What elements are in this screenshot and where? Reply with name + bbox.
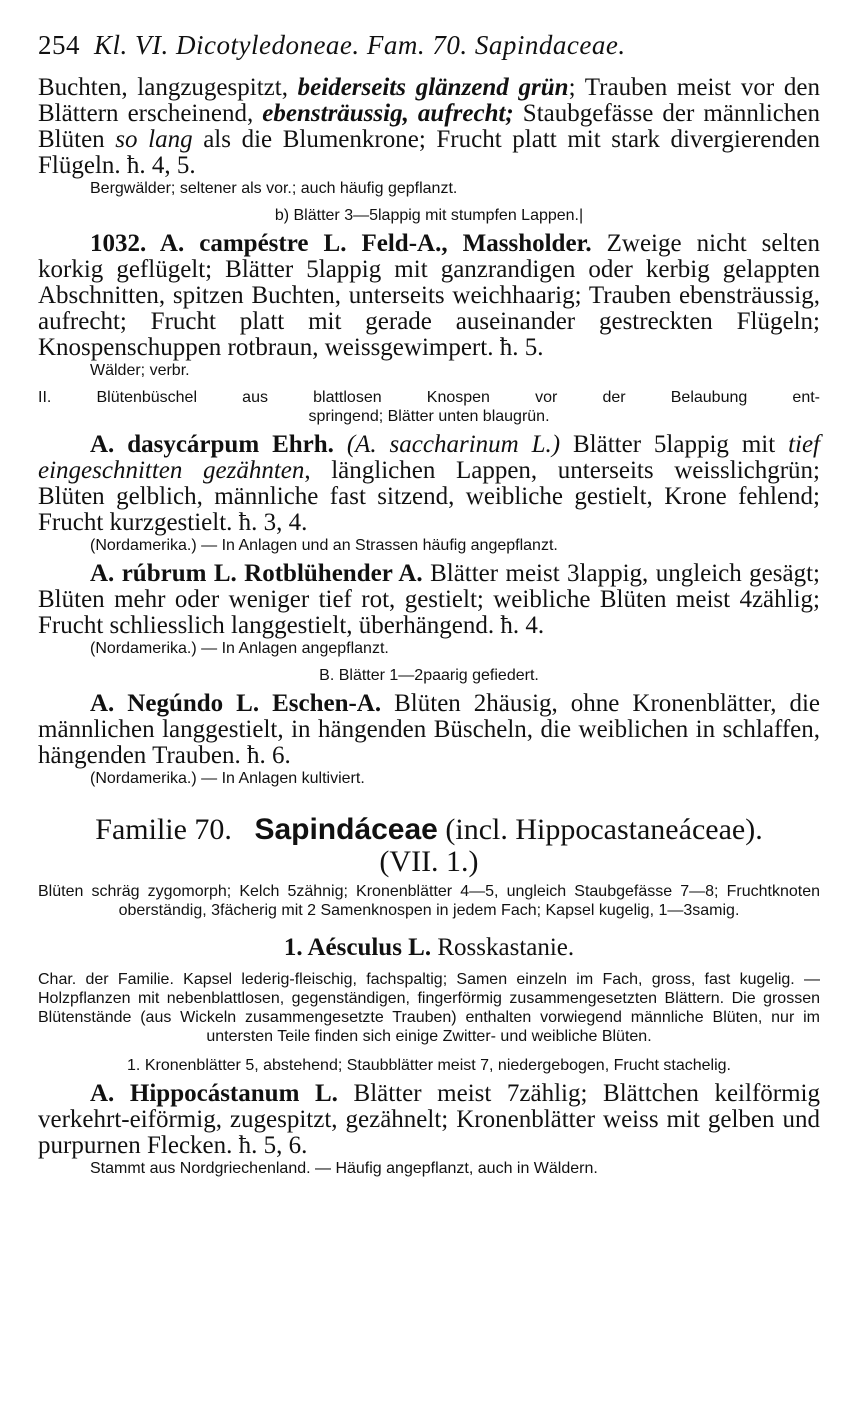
genus-name: 1. Aésculus L. xyxy=(283,934,432,961)
running-header xyxy=(38,30,820,61)
page-number: 254 xyxy=(38,30,80,60)
species-description: Zweige nicht selten korkig geflügelt; Blätter 5lappig mit ganzrandigen oder kerbig gelappten Abschnitten, spitzen Buchten, unterseits weichhaarig; Trauben ebensträussig, aufrecht; Frucht platt mit gerade auseinander gestreckten Flügeln; Knospenschuppen rotbraun, weissgewimpert. ħ. 5. xyxy=(38,230,820,361)
text-run: Buchten, langzugespitzt, xyxy=(38,74,298,101)
species-title: A. Negúndo L. Eschen-A. xyxy=(90,690,382,717)
species-dasycarpum xyxy=(38,432,820,536)
genus-heading xyxy=(38,934,820,962)
family-name: Sapindáceae xyxy=(254,813,438,846)
key-entry-II: II. Blütenbüschel aus blattlosen Knospen vor der Belaubung ent- xyxy=(38,389,820,406)
emphasis-text: so lang xyxy=(115,126,193,153)
key-entry-II-cont: springend; Blätter unten blaugrün. xyxy=(308,408,550,425)
family-suffix: (incl. Hippocastaneáceae). xyxy=(437,813,763,846)
habitat-note: (Nordamerika.) — In Anlagen angepflanzt. xyxy=(90,640,389,657)
habitat-note: Wälder; verbr. xyxy=(90,362,190,379)
paragraph-continuation xyxy=(38,75,820,179)
habitat-note: (Nordamerika.) — In Anlagen kultiviert. xyxy=(90,770,365,787)
species-campestre xyxy=(38,231,820,361)
key-entry-b: b) Blätter 3—5lappig mit stumpfen Lappen.| xyxy=(274,207,584,224)
emphasis-text: tief eingeschnitten gezähnten xyxy=(38,431,820,484)
text-run: ; Trauben meist vor den Blättern erscheinend, xyxy=(38,74,820,127)
species-hippocastanum xyxy=(38,1081,820,1159)
species-description: Blätter meist 7zählig; Blättchen keilförmig verkehrt-eiförmig, zugespitzt, gezähnelt; Kronenblätter weiss mit gelben und purpurnen Flecken. ħ. 5, 6. xyxy=(38,1080,820,1159)
genus-character: Char. der Familie. Kapsel lederig-fleischig, fachspaltig; Samen einzeln im Fach, gross, fast kugelig. — Holzpflanzen mit nebenblattlosen, gegenständigen, fingerförmig zusammengesetzten Blättern. Die grossen Blütenstände (aus Wickeln zusammengesetzte Trauben) enthalten vorwiegend männliche Blüten, nur im untersten Teile finden sich einige Zwitter- und weibliche Blüten. xyxy=(38,971,820,1045)
emphasis-text: ebensträussig, aufrecht; xyxy=(262,100,514,127)
text-run: Staubgefässe der männlichen Blüten xyxy=(38,100,820,153)
habitat-note: Bergwälder; seltener als vor.; auch häufig gepflanzt. xyxy=(90,180,458,197)
species-title: A. rúbrum L. Rotblühender A. xyxy=(90,560,423,587)
family-description: Blüten schräg zygomorph; Kelch 5zähnig; Kronenblätter 4—5, ungleich Staubgefässe 7—8; Fruchtknoten oberständig, 3fächerig mit 2 Samenknospen in jedem Fach; Kapsel kugelig, 1—3samig. xyxy=(38,883,820,919)
species-description: Blätter meist 3lappig, ungleich gesägt; Blüten mehr oder weniger tief rot, gestielt; weibliche Blüten meist 4zählig; Frucht schliesslich langgestielt, überhängend. ħ. 4. xyxy=(38,560,820,639)
key-entry-B: B. Blätter 1—2paarig gefiedert. xyxy=(319,667,539,684)
species-title: A. dasycárpum Ehrh. xyxy=(90,431,334,458)
family-heading xyxy=(38,814,820,878)
emphasis-text: beiderseits glänzend grün xyxy=(297,74,569,101)
species-description: Blüten 2häusig, ohne Kronenblätter, die männlichen langgestielt, in hängenden Büscheln, die weiblichen in schlaffen, hängenden Trauben. ħ. 6. xyxy=(38,690,821,769)
genus-common-name: Rosskastanie. xyxy=(431,934,575,961)
synonym: (A. saccharinum L.) xyxy=(346,431,561,458)
book-page xyxy=(38,30,820,1178)
key-entry-1: 1. Kronenblätter 5, abstehend; Staubblätter meist 7, niedergebogen, Frucht stachelig. xyxy=(127,1057,731,1074)
species-title: 1032. A. campéstre L. Feld-A., Massholder. xyxy=(90,230,592,257)
habitat-note: Stammt aus Nordgriechenland. — Häufig angepflanzt, auch in Wäldern. xyxy=(90,1160,598,1177)
text-run: Blätter 5lappig mit xyxy=(560,431,789,458)
text-run: als die Blumenkrone; Frucht platt mit stark divergierenden Flügeln. ħ. 4, 5. xyxy=(38,126,820,179)
species-negundo xyxy=(38,691,820,769)
species-title: A. Hippocástanum L. xyxy=(90,1080,338,1107)
family-number: Familie 70. xyxy=(95,813,232,846)
text-run: , länglichen Lappen, unterseits weisslichgrün; Blüten gelblich, männliche fast sitzend, weibliche gestielt, Krone fehlend; Frucht kurzgestielt. ħ. 3, 4. xyxy=(38,457,821,536)
habitat-note: (Nordamerika.) — In Anlagen und an Strassen häufig angepflanzt. xyxy=(90,537,558,554)
family-classification: (VII. 1.) xyxy=(379,845,479,878)
species-rubrum xyxy=(38,561,820,639)
running-title: Kl. VI. Dicotyledoneae. Fam. 70. Sapindaceae. xyxy=(94,30,626,60)
